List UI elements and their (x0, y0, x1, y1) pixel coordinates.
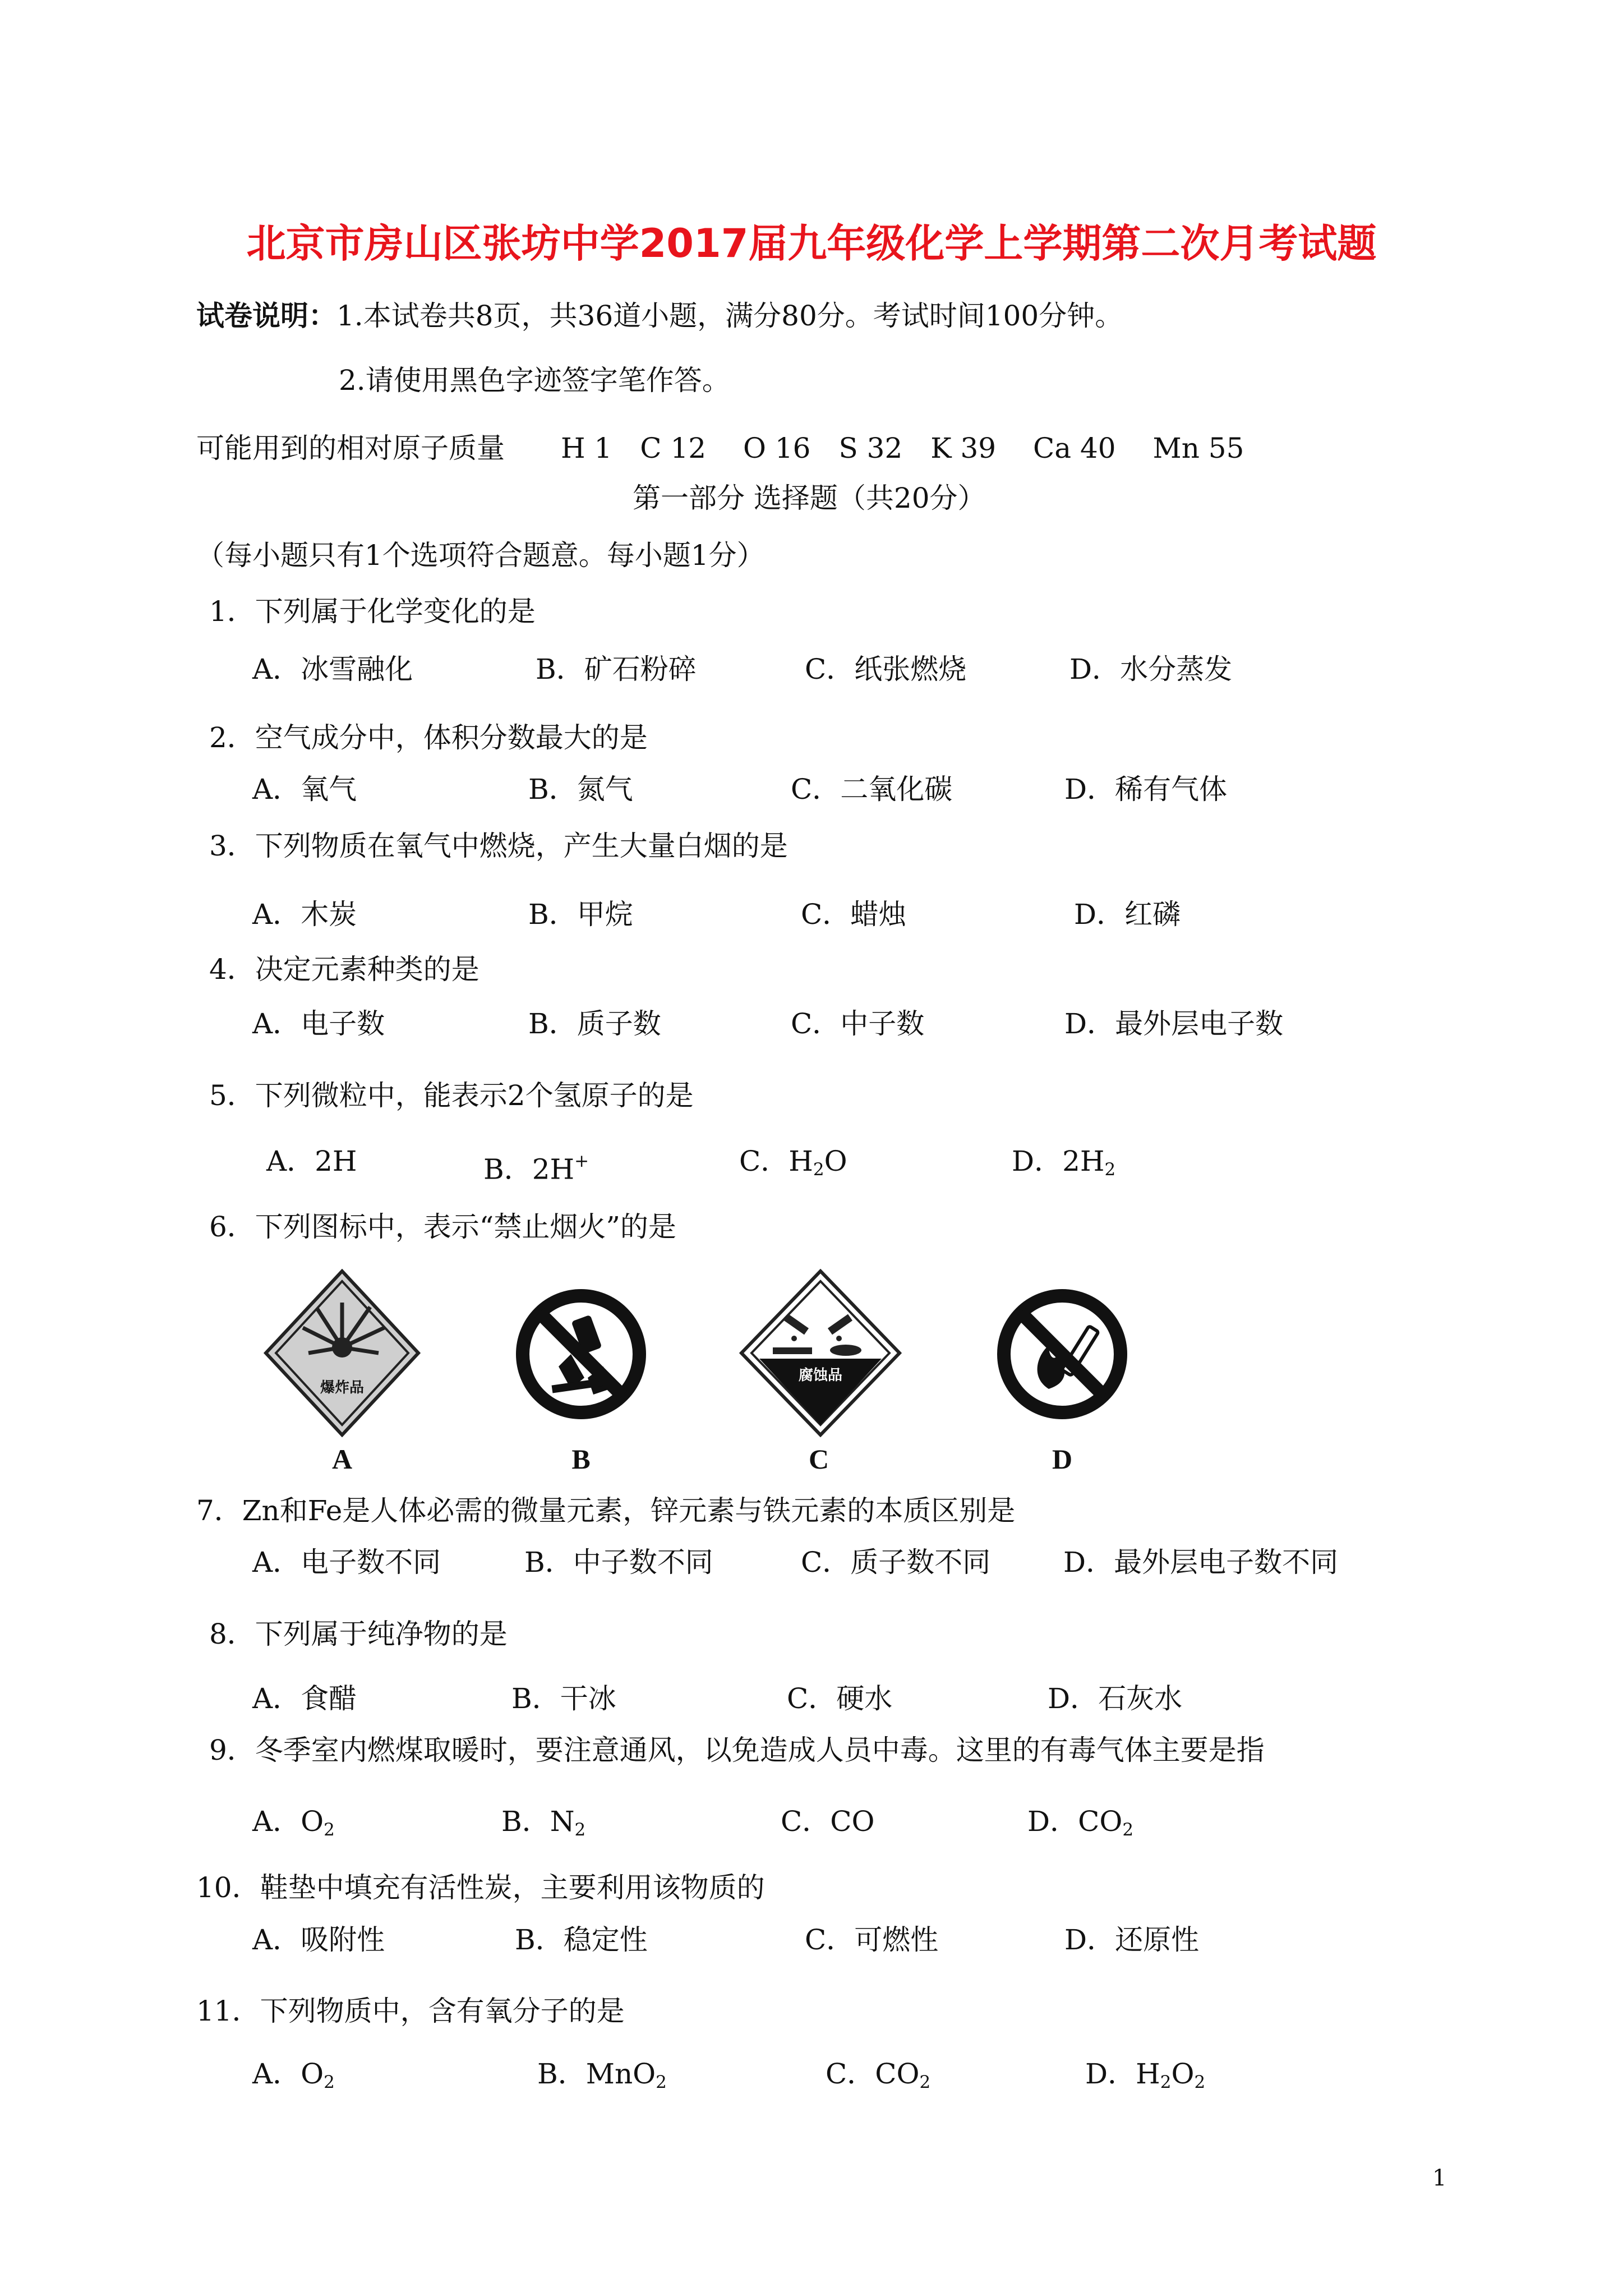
q4-option-b: B．质子数 (528, 1007, 661, 1040)
sign-label-c: C (808, 1443, 829, 1475)
q5-option-b: B．2H+ (483, 1151, 589, 1186)
atomic-masses: 可能用到的相对原子质量 H 1 C 12 O 16 S 32 K 39 Ca 40 Mn 55 (196, 432, 1244, 464)
sign-label-a: A (331, 1443, 353, 1475)
sign-label-d: D (1052, 1443, 1073, 1475)
q3-option-a: A．木炭 (252, 898, 357, 931)
q1-option-c: C．纸张燃烧 (805, 653, 967, 685)
instructions-text-1: 1.本试卷共8页，共36道小题，满分80分。考试时间100分钟。 (336, 300, 1123, 332)
q2-option-d: D．稀有气体 (1064, 773, 1228, 806)
q5-option-c: C．$H_2O$ (739, 1145, 847, 1180)
q7-option-a: A．电子数不同 (252, 1546, 441, 1579)
sign-a-text: 爆炸品 (320, 1379, 365, 1396)
q8-option-d: D．石灰水 (1048, 1682, 1183, 1715)
q2-option-a: A．氧气 (252, 773, 357, 806)
explosive-sign-icon (264, 1269, 421, 1437)
q10-option-a: A．吸附性 (252, 1924, 385, 1956)
q6-stem: 6．下列图标中，表示“禁止烟火”的是 (209, 1211, 676, 1243)
q7-option-d: D．最外层电子数不同 (1063, 1546, 1339, 1579)
q2-option-b: B．氮气 (528, 773, 633, 806)
q9-stem: 9．冬季室内燃煤取暖时，要注意通风，以免造成人员中毒。这里的有毒气体主要是指 (209, 1734, 1265, 1766)
instructions-line-2: 2.请使用黑色字迹签字笔作答。 (339, 364, 730, 397)
q4-stem: 4．决定元素种类的是 (209, 953, 479, 986)
q1-option-a: A．冰雪融化 (252, 653, 413, 685)
q10-option-d: D．还原性 (1064, 1924, 1200, 1956)
no-fireworks-sign-icon (509, 1282, 653, 1426)
sign-label-b: B (571, 1443, 591, 1475)
instructions-label: 试卷说明： (196, 299, 336, 332)
instructions-line-1 (196, 296, 1123, 335)
q9-option-d: D．$CO_2$ (1027, 1805, 1134, 1840)
q11-option-b: B．MnO$_2$ (537, 2058, 667, 2092)
q11-option-a: A．$O_2$ (252, 2058, 335, 2092)
q9-option-a: A．$O_2$ (252, 1805, 335, 1840)
q7-option-c: C．质子数不同 (801, 1546, 991, 1579)
q10-stem: 10．鞋垫中填充有活性炭，主要利用该物质的 (196, 1871, 765, 1904)
q5-option-d: D．$2H_2$ (1012, 1145, 1116, 1180)
page-title: 北京市房山区张坊中学2017届九年级化学上学期第二次月考试题 (246, 220, 1377, 266)
q9-option-b: B．$N_2$ (501, 1805, 586, 1840)
no-open-flame-sign-icon (990, 1282, 1134, 1426)
q2-stem: 2．空气成分中，体积分数最大的是 (209, 721, 648, 754)
q4-option-c: C．中子数 (791, 1007, 925, 1040)
q4-option-a: A．电子数 (252, 1007, 385, 1040)
section-note: （每小题只有1个选项符合题意。每小题1分） (196, 539, 765, 572)
q2-option-c: C．二氧化碳 (791, 773, 953, 806)
q5-stem: 5．下列微粒中，能表示2个氢原子的是 (209, 1079, 694, 1112)
q10-option-c: C．可燃性 (805, 1924, 939, 1956)
sign-c-text: 腐蚀品 (798, 1367, 843, 1384)
q5-option-a: A．2H (266, 1145, 357, 1177)
q3-option-d: D．红磷 (1074, 898, 1181, 931)
q1-option-b: B．矿石粉碎 (536, 653, 697, 685)
q3-option-c: C．蜡烛 (801, 898, 907, 931)
q8-option-c: C．硬水 (787, 1682, 893, 1715)
q11-stem: 11．下列物质中，含有氧分子的是 (196, 1995, 625, 2027)
q11-option-d: D．$H_2O_2$ (1085, 2058, 1206, 2092)
section-title: 第一部分 选择题（共20分） (633, 482, 986, 514)
q9-option-c: C．CO (781, 1805, 875, 1838)
q4-option-d: D．最外层电子数 (1064, 1007, 1284, 1040)
q11-option-c: C．$CO_2$ (826, 2058, 931, 2092)
q8-option-b: B．干冰 (511, 1682, 616, 1715)
q1-stem: 1．下列属于化学变化的是 (209, 595, 536, 628)
corrosive-sign-icon (739, 1269, 902, 1437)
q7-stem: 7．Zn和Fe是人体必需的微量元素，锌元素与铁元素的本质区别是 (196, 1494, 1016, 1527)
q3-option-b: B．甲烷 (528, 898, 633, 931)
q3-stem: 3．下列物质在氧气中燃烧，产生大量白烟的是 (209, 830, 788, 862)
q8-option-a: A．食醋 (252, 1682, 357, 1715)
q1-option-d: D．水分蒸发 (1069, 653, 1233, 685)
q8-stem: 8．下列属于纯净物的是 (209, 1618, 508, 1650)
q7-option-b: B．中子数不同 (524, 1546, 713, 1579)
page-number: 1 (1432, 2165, 1447, 2191)
q10-option-b: B．稳定性 (515, 1924, 648, 1956)
